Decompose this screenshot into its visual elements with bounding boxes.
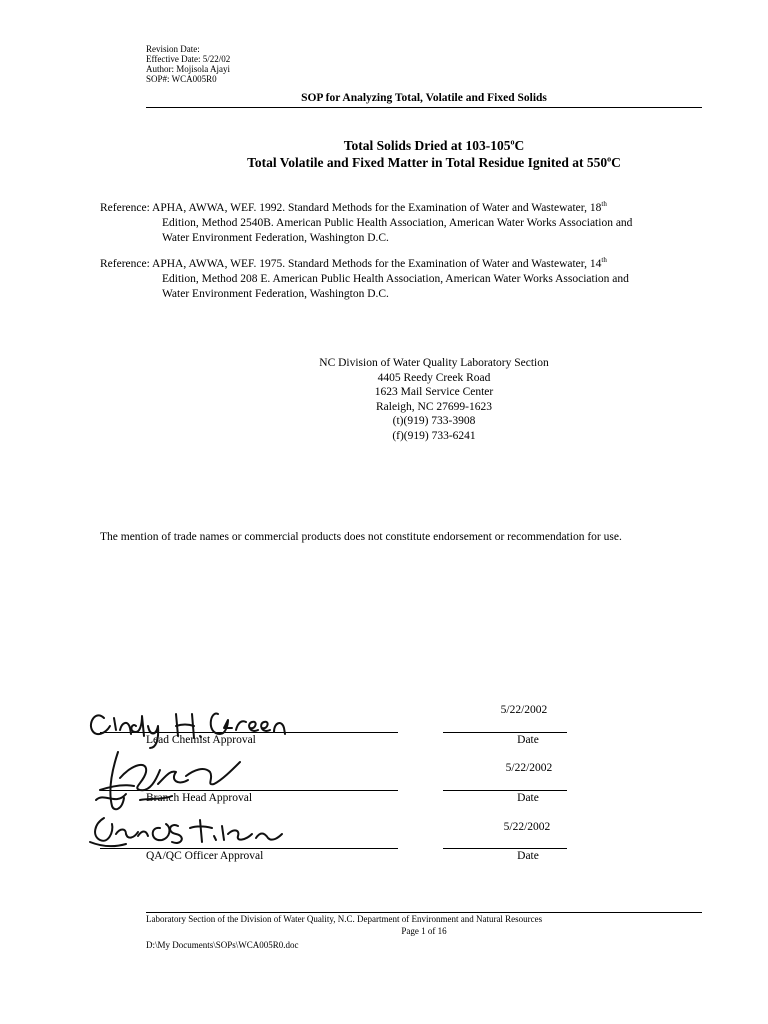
date-line [443,790,567,791]
ref1-line1: Reference: APHA, AWWA, WEF. 1992. Standard Methods for the Examination of Water and Wastewater, 18 [100,202,602,214]
title1-unit: C [514,138,525,153]
signature-line [100,848,398,849]
footer-file-path: D:\My Documents\SOPs\WCA005R0.doc [146,940,299,950]
ref1-sup: th [601,200,607,209]
address-line: (f)(919) 733-6241 [392,429,476,442]
approval-date-value: 5/22/2002 [503,821,551,833]
address-block [200,356,668,443]
signature-qaqc-officer [90,818,282,846]
date-line [443,732,567,733]
date-line [443,848,567,849]
approval-date-value: 5/22/2002 [500,704,548,716]
effective-date: Effective Date: 5/22/02 [146,54,231,64]
address-line: NC Division of Water Quality Laboratory Section [319,357,549,369]
footer-page-number: Page 1 of 16 [401,926,447,936]
title1-sup: o [510,137,515,147]
author: Author: Mojisola Ajayi [146,64,230,74]
date-label: Date [517,792,539,804]
signature-line [100,732,398,733]
header-title: SOP for Analyzing Total, Volatile and Fixed Solids [301,92,547,104]
main-title-line-1 [100,137,768,154]
main-title-line-2 [100,154,768,171]
reference-2 [100,257,690,302]
title1-text: Total Solids Dried at 103-105 [343,138,511,153]
address-line: (t)(919) 733-3908 [392,415,476,427]
ref2-line2: Edition, Method 208 E. American Public Health Association, American Water Works Association and [162,273,629,285]
approval-role: Branch Head Approval [146,792,253,804]
ref1-line3: Water Environment Federation, Washington D.C. [162,232,389,244]
ref1-line2: Edition, Method 2540B. American Public Health Association, American Water Works Association and [162,217,633,229]
footer-rule [146,912,702,913]
ref2-line3: Water Environment Federation, Washington D.C. [162,288,389,300]
approval-role: QA/QC Officer Approval [146,850,264,862]
approval-role: Lead Chemist Approval [146,734,256,746]
address-line: 1623 Mail Service Center [374,386,494,398]
title2-unit: C [611,155,621,170]
ref2-line1: Reference: APHA, AWWA, WEF. 1975. Standard Methods for the Examination of Water and Wastewater, 14 [100,258,602,270]
date-label: Date [517,734,539,746]
disclaimer-text: The mention of trade names or commercial products does not constitute endorsement or recommendation for use. [100,531,622,543]
signature-line [100,790,398,791]
title2-text: Total Volatile and Fixed Matter in Total Residue Ignited at 550 [247,155,608,170]
footer-organization: Laboratory Section of the Division of Water Quality, N.C. Department of Environment and Natural Resources [146,914,543,924]
title2-sup: o [607,154,612,164]
approval-date-value: 5/22/2002 [505,762,553,774]
address-line: 4405 Reedy Creek Road [377,371,491,384]
header-meta [146,44,230,84]
revision-date: Revision Date: [146,44,200,54]
sop-number: SOP#: WCA005R0 [146,74,217,84]
address-line: Raleigh, NC 27699-1623 [376,400,492,413]
reference-1 [100,201,690,246]
header-rule [146,107,702,108]
date-label: Date [517,850,539,862]
ref2-sup: th [601,256,607,265]
